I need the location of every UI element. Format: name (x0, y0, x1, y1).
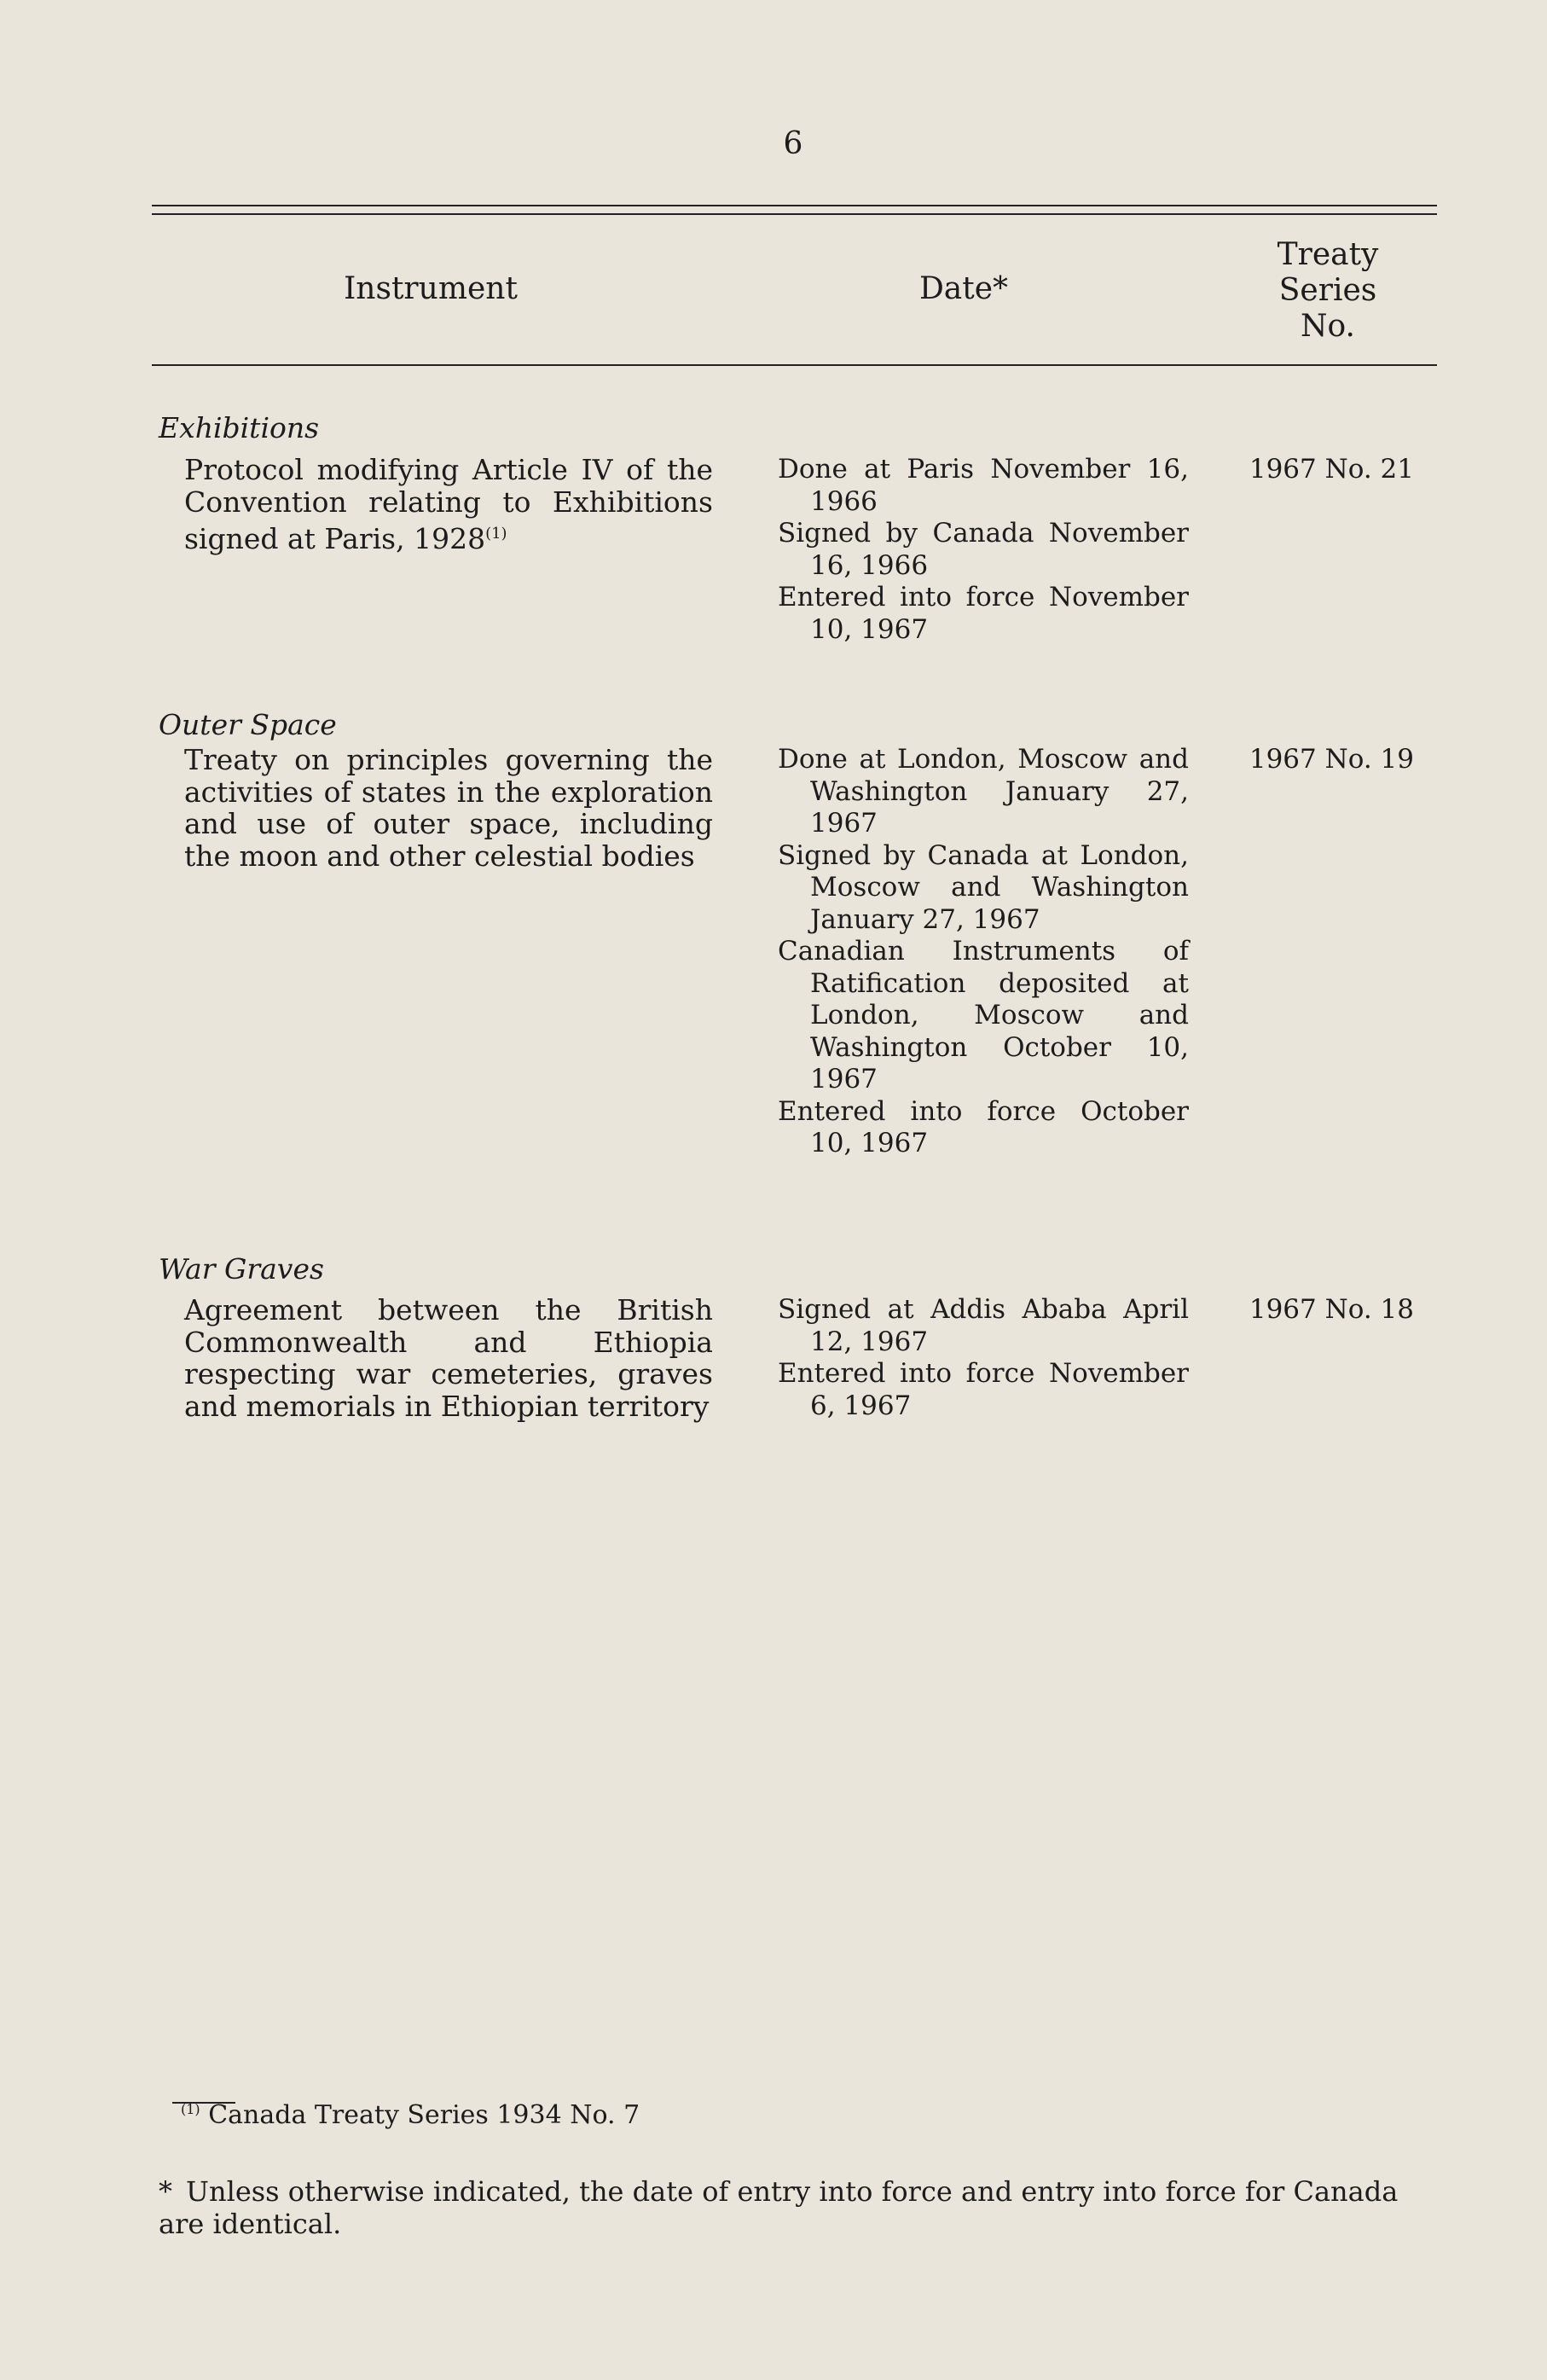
date-entry: Canadian Instruments of Ratification deposited at London, Moscow and Washington October 10, 1967 (778, 936, 1189, 1094)
treaty-number-outer-space: 1967 No. 19 (1249, 744, 1414, 775)
instrument-outer-space (184, 744, 713, 872)
date-entry: Signed by Canada at London, Moscow and Washington January 27, 1967 (778, 839, 1189, 935)
instrument-text: Protocol modifying Article IV of the Convention relating to Exhibitions signed at Paris, 1928 (184, 453, 713, 555)
footnote-marker: (1) (181, 2101, 200, 2117)
page-number: 6 (783, 126, 803, 161)
section-title-exhibitions: Exhibitions (159, 411, 320, 444)
column-header-date: Date* (918, 271, 1009, 306)
date-entry: Signed at Addis Ababa April 12, 1967 (778, 1294, 1189, 1357)
section-title-war-graves: War Graves (159, 1252, 324, 1286)
table-header-rule (152, 364, 1437, 366)
treaty-number-war-graves: 1967 No. 18 (1249, 1294, 1414, 1325)
footnote-reference: (1) (485, 525, 507, 543)
table-top-rule (152, 205, 1437, 206)
treaty-header-line3: No. (1301, 309, 1355, 344)
footnote-text: Canada Treaty Series 1934 No. 7 (208, 2100, 640, 2130)
column-header-treaty-series (1238, 237, 1417, 345)
section-title-outer-space: Outer Space (159, 708, 337, 741)
dates-war-graves (778, 1294, 1189, 1422)
footnote (181, 2100, 640, 2130)
date-entry: Signed by Canada November 16, 1966 (778, 518, 1189, 581)
instrument-text: Agreement between the British Commonwealth and Ethiopia respecting war cemeteries, graves and memorials in Ethiopian territory (184, 1293, 713, 1423)
date-entry: Done at Paris November 16, 1966 (778, 454, 1189, 517)
treaty-number-exhibitions: 1967 No. 21 (1249, 454, 1414, 485)
instrument-war-graves (184, 1294, 713, 1422)
dates-exhibitions (778, 454, 1189, 646)
table-top-rule-inner (152, 213, 1437, 215)
treaty-header-line1: Treaty (1277, 237, 1379, 272)
note-text: Unless otherwise indicated, the date of entry into force and entry into force for Canada are identical. (159, 2175, 1399, 2240)
date-entry: Entered into force November 6, 1967 (778, 1358, 1189, 1421)
instrument-exhibitions (184, 454, 713, 555)
date-entry: Entered into force October 10, 1967 (778, 1095, 1189, 1158)
column-header-instrument: Instrument (344, 271, 518, 306)
instrument-text: Treaty on principles governing the activities of states in the exploration and use of outer space, including the moon and other celestial bodies (184, 743, 713, 873)
date-note (159, 2175, 1446, 2240)
treaty-header-line2: Series (1278, 273, 1377, 308)
date-entry: Done at London, Moscow and Washington January 27, 1967 (778, 744, 1189, 839)
asterisk-marker: * (159, 2175, 172, 2208)
date-entry: Entered into force November 10, 1967 (778, 582, 1189, 645)
dates-outer-space (778, 744, 1189, 1160)
